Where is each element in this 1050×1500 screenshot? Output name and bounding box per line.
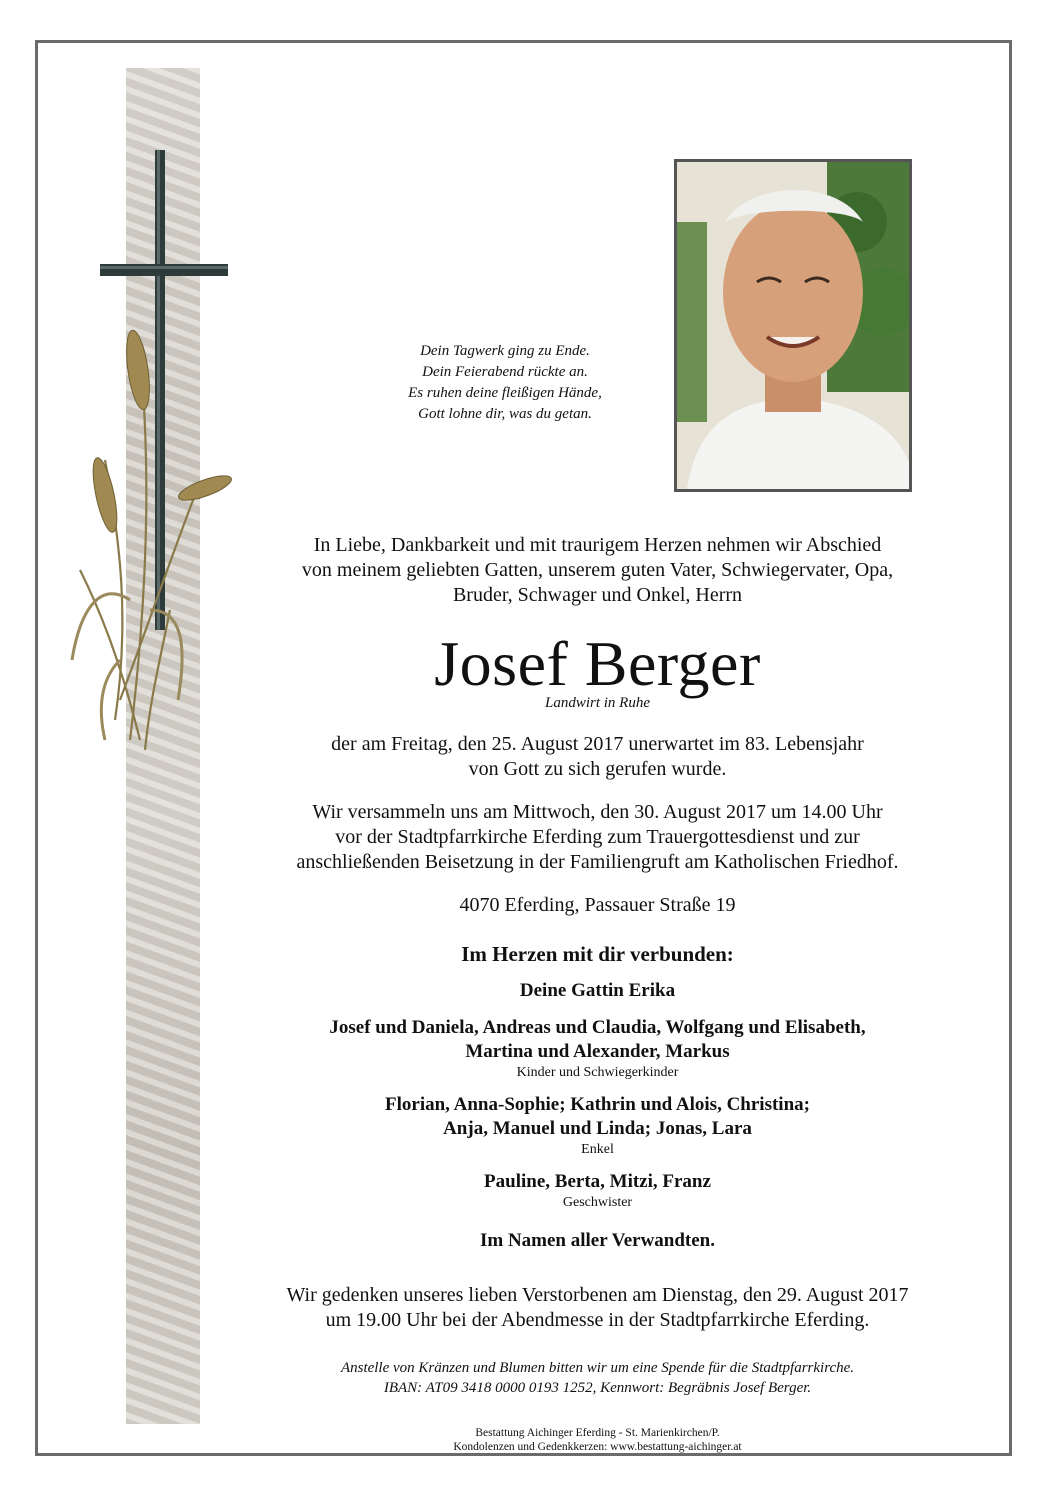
memorial-line: Wir gedenken unseres lieben Verstorbenen am Dienstag, den 29. August 2017 — [286, 1284, 909, 1306]
poem-line: Es ruhen deine fleißigen Hände, — [408, 385, 602, 401]
intro-line: von meinem geliebten Gatten, unserem guten Vater, Schwiegervater, Opa, — [301, 559, 894, 581]
donation-line: Anstelle von Kränzen und Blumen bitten wir um eine Spende für die Stadtpfarrkirche. — [340, 1360, 855, 1376]
death-notice-line: von Gott zu sich gerufen wurde. — [468, 758, 727, 780]
grandchildren-label: Enkel — [581, 1142, 614, 1157]
spouse: Deine Gattin Erika — [519, 980, 676, 1001]
closing-line: Im Namen aller Verwandten. — [479, 1230, 716, 1251]
footer-company: Bestattung Aichinger Eferding - St. Marienkirchen/P. — [475, 1427, 720, 1439]
memorial-notice — [230, 1283, 965, 1333]
funeral-info — [230, 800, 965, 875]
donation-line: IBAN: AT09 3418 0000 0193 1252, Kennwort: Begräbnis Josef Berger. — [383, 1380, 812, 1396]
footer-website: Kondolenzen und Gedenkkerzen: www.bestattung-aichinger.at — [453, 1441, 742, 1453]
grandchildren-line: Florian, Anna-Sophie; Kathrin und Alois, Christina; — [385, 1094, 810, 1115]
funeral-line: Wir versammeln uns am Mittwoch, den 30. August 2017 um 14.00 Uhr — [312, 801, 883, 823]
cross-with-wheat-icon — [60, 140, 240, 760]
children-line: Martina und Alexander, Markus — [465, 1041, 730, 1062]
siblings: Pauline, Berta, Mitzi, Franz — [484, 1171, 711, 1192]
funeral-line: vor der Stadtpfarrkirche Eferding zum Trauergottesdienst und zur — [335, 826, 860, 848]
poem-line: Dein Tagwerk ging zu Ende. — [420, 343, 590, 359]
intro-line: Bruder, Schwager und Onkel, Herrn — [452, 584, 743, 606]
poem-line: Gott lohne dir, was du getan. — [418, 406, 592, 422]
memorial-line: um 19.00 Uhr bei der Abendmesse in der Stadtpfarrkirche Eferding. — [325, 1309, 870, 1331]
children — [230, 1016, 965, 1064]
footer — [230, 1426, 965, 1454]
death-notice — [230, 732, 965, 782]
portrait-photo — [674, 159, 912, 492]
intro-paragraph — [230, 533, 965, 608]
deceased-name: Josef Berger — [434, 628, 761, 699]
obituary-text — [230, 533, 965, 1454]
funeral-line: anschließenden Beisetzung in der Familiengruft am Katholischen Friedhof. — [296, 851, 899, 873]
poem-line: Dein Feierabend rückte an. — [422, 364, 588, 380]
siblings-label: Geschwister — [562, 1195, 633, 1210]
deceased-occupation: Landwirt in Ruhe — [544, 695, 650, 711]
children-line: Josef und Daniela, Andreas und Claudia, Wolfgang und Elisabeth, — [329, 1017, 866, 1038]
grandchildren-line: Anja, Manuel und Linda; Jonas, Lara — [443, 1118, 752, 1139]
address: 4070 Eferding, Passauer Straße 19 — [459, 894, 736, 916]
mourners-heading: Im Herzen mit dir verbunden: — [461, 942, 734, 966]
poem — [340, 341, 670, 425]
death-notice-line: der am Freitag, den 25. August 2017 unerwartet im 83. Lebensjahr — [331, 733, 864, 755]
donation-request — [230, 1358, 965, 1398]
children-label: Kinder und Schwiegerkinder — [516, 1065, 679, 1080]
intro-line: In Liebe, Dankbarkeit und mit traurigem Herzen nehmen wir Abschied — [313, 534, 882, 556]
grandchildren — [230, 1093, 965, 1141]
